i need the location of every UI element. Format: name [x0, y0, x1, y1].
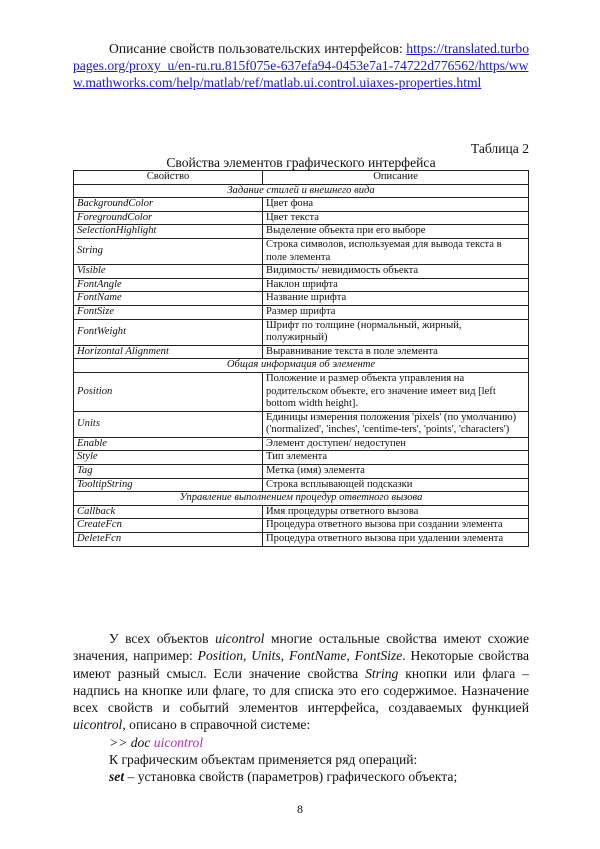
text-run: кнопки или флага – надпись на кнопке или флаге, то для списка это его содержимое. Назначение всех свойств и событий элементов интерфейса, создаваемых функцией — [73, 665, 530, 716]
table-section-row — [74, 359, 529, 373]
property-name: Tag — [74, 465, 263, 479]
property-description: Процедура ответного вызова при создании элемента — [263, 519, 529, 533]
property-description: Шрифт по толщине (нормальный, жирный, полужирный) — [263, 319, 529, 345]
property-name: FontWeight — [74, 319, 263, 345]
table-row — [74, 319, 529, 345]
property-description: Тип элемента — [263, 451, 529, 465]
property-description: Выравнивание текста в поле элемента — [263, 345, 529, 359]
body-text — [73, 630, 529, 786]
text-run: uicontrol — [215, 631, 265, 646]
text-run: , описано в справочной системе: — [122, 717, 311, 733]
table-row — [74, 533, 529, 547]
table-row — [74, 505, 529, 519]
table-row — [74, 519, 529, 533]
table-row — [74, 345, 529, 359]
reference-link[interactable]: https://translated.turbopages.org/proxy_u/en-ru.ru.815f075e-637efa94-0453e7a1-74722d776562/https/www.mathworks.com/help/matlab/ref/matlab.ui.control.uiaxes-properties.html — [73, 41, 529, 90]
property-description: Выделение объекта при его выборе — [263, 225, 529, 239]
paragraph-operations — [73, 751, 529, 768]
table-row — [74, 451, 529, 465]
property-name: TooltipString — [74, 478, 263, 492]
table-row — [74, 278, 529, 292]
table-title: Свойства элементов графического интерфейса — [166, 155, 436, 170]
property-name: Style — [74, 451, 263, 465]
property-name: FontAngle — [74, 278, 263, 292]
text-run: – установка свойств (параметров) графического объекта; — [124, 769, 458, 785]
property-description: Наклон шрифта — [263, 278, 529, 292]
property-name: ForegroundColor — [74, 211, 263, 225]
table-number: Таблица 2 — [470, 141, 529, 156]
table-row — [74, 411, 529, 437]
property-description: Строка всплывающей подсказки — [263, 478, 529, 492]
command-argument: uicontrol — [153, 734, 204, 750]
text-run: set — [109, 769, 125, 785]
section-title: Управление выполнением процедур ответного вызова — [74, 492, 529, 506]
table-body — [74, 184, 529, 546]
property-name: FontName — [74, 292, 263, 306]
property-description: Строка символов, используемая для вывода текста в поле элемента — [263, 238, 529, 264]
table-row — [74, 305, 529, 319]
property-description: Единицы измерения положения 'pixels' (по умолчанию) ('normalized', 'inches', 'centime-ters', 'points', 'characters') — [263, 411, 529, 437]
table-row — [74, 292, 529, 306]
table-row — [74, 478, 529, 492]
table-row — [74, 265, 529, 279]
table-row — [74, 198, 529, 212]
property-description: Цвет фона — [263, 198, 529, 212]
text-run: У всех объектов — [109, 631, 216, 646]
property-name: Position — [74, 372, 263, 411]
intro-paragraph — [73, 40, 529, 91]
property-description: Процедура ответного вызова при удалении элемента — [263, 533, 529, 547]
header-description: Описание — [263, 171, 529, 185]
property-description: Видимость/ невидимость объекта — [263, 265, 529, 279]
property-name: Enable — [74, 437, 263, 451]
property-name: DeleteFcn — [74, 533, 263, 547]
property-name: SelectionHighlight — [74, 225, 263, 239]
table-header-row — [74, 171, 529, 185]
command-line — [73, 734, 529, 751]
section-title: Общая информация об элементе — [74, 359, 529, 373]
property-description: Название шрифта — [263, 292, 529, 306]
property-name: Visible — [74, 265, 263, 279]
property-description: Положение и размер объекта управления на родительском объекте, его значение имеет вид [left bottom width height]. — [263, 372, 529, 411]
text-run: uicontrol — [73, 717, 123, 733]
table-row — [74, 437, 529, 451]
text-run: . Некоторые свойства имеют разный смысл. Если значение свойства — [73, 648, 530, 681]
text-run: Position, Units, FontName, FontSize — [197, 648, 403, 664]
property-name: Horizontal Alignment — [74, 345, 263, 359]
paragraph-set — [73, 768, 529, 785]
properties-table — [73, 170, 529, 547]
property-name: FontSize — [74, 305, 263, 319]
property-description: Элемент доступен/ недоступен — [263, 437, 529, 451]
text-run: К графическим объектам применяется ряд операций: — [109, 752, 418, 768]
page-number: 8 — [297, 802, 303, 816]
intro-text: Описание свойств пользовательских интерфейсов: — [109, 41, 407, 56]
command-prompt: >> doc — [109, 734, 154, 750]
table-row — [74, 225, 529, 239]
property-description: Размер шрифта — [263, 305, 529, 319]
table-row — [74, 238, 529, 264]
property-description: Цвет текста — [263, 211, 529, 225]
table-section-row — [74, 184, 529, 198]
property-description: Метка (имя) элемента — [263, 465, 529, 479]
property-name: String — [74, 238, 263, 264]
table-section-row — [74, 492, 529, 506]
text-run: многие остальные свойства имеют схожие значения, например: — [73, 631, 529, 664]
text-run: String — [365, 665, 399, 681]
property-name: Callback — [74, 505, 263, 519]
table-row — [74, 211, 529, 225]
property-name: BackgroundColor — [74, 198, 263, 212]
header-property: Свойство — [74, 171, 263, 185]
table-row — [74, 465, 529, 479]
section-title: Задание стилей и внешнего вида — [74, 184, 529, 198]
property-description: Имя процедуры ответного вызова — [263, 505, 529, 519]
table-row — [74, 372, 529, 411]
property-name: Units — [74, 411, 263, 437]
property-name: CreateFcn — [74, 519, 263, 533]
paragraph-uicontrol — [73, 630, 529, 734]
